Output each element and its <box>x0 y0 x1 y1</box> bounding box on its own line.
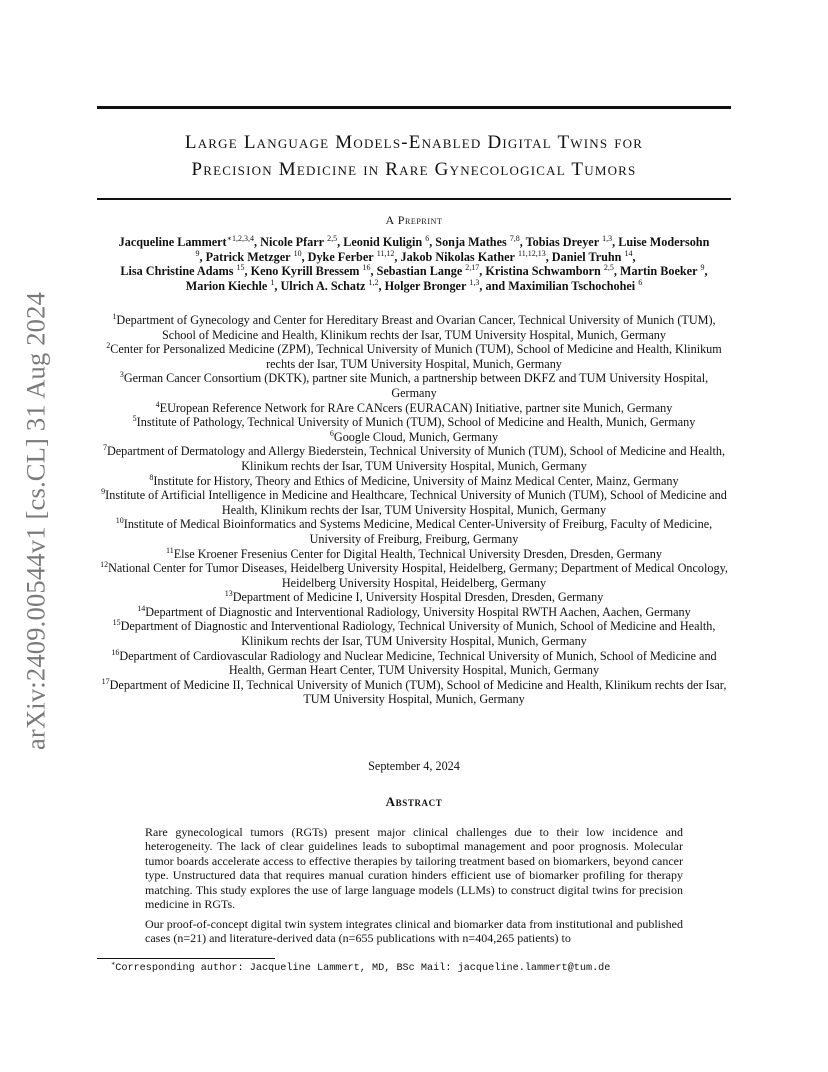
paper-title-line: Large Language Models-Enabled Digital Twins for <box>184 132 644 153</box>
author-separator: , <box>519 235 526 249</box>
affiliation-item <box>97 371 731 400</box>
author-name: Jacqueline Lammert <box>118 235 227 249</box>
affiliation-number: 16 <box>111 647 120 657</box>
affiliation-text: Institute of Pathology, Technical University of Munich (TUM), School of Medicine and Health, Munich, Germany <box>136 415 696 430</box>
author-separator: , <box>254 235 261 249</box>
author-affiliation-marks: 14 <box>624 248 633 258</box>
affiliation-number: 7 <box>102 443 107 453</box>
affiliation-text: Center for Personalized Medicine (ZPM), Technical University of Munich (TUM), School of Medicine and Health, Klinikum rechts der Isar, TUM University Hospital, Munich, Germany <box>110 342 722 371</box>
affiliation-number: 8 <box>149 472 154 482</box>
affiliation-number: 10 <box>115 516 124 526</box>
affiliation-text: Institute of Medical Bioinformatics and Systems Medicine, Medical Center-University of Freiburg, Faculty of Medicine, University of Freiburg, Freiburg, Germany <box>123 517 713 546</box>
author-separator: , <box>274 278 281 293</box>
affiliation-number: 6 <box>329 428 334 438</box>
author-affiliation-marks: 16 <box>362 263 371 273</box>
author-separator: , <box>545 249 552 264</box>
arxiv-identifier: arXiv:2409.00544v1 [cs.CL] 31 Aug 2024 <box>20 291 51 751</box>
author-affiliation-marks: 2,17 <box>465 263 480 273</box>
author-name: Maximilian Tschochohei <box>508 278 636 293</box>
author-affiliation-marks: 2,5 <box>327 233 338 243</box>
affiliation-item <box>97 561 731 590</box>
preprint-label: A Preprint <box>385 213 443 227</box>
author-affiliation-marks: 9 <box>195 248 200 258</box>
affiliation-item <box>97 313 731 342</box>
author-name: Jakob Nikolas Kather <box>400 249 515 264</box>
affiliation-item <box>97 488 731 517</box>
affiliation-item <box>97 605 731 620</box>
author-affiliation-marks: ∗1,2,3,4 <box>226 233 255 243</box>
affiliation-item <box>97 678 731 707</box>
author-separator: , <box>244 264 251 279</box>
affiliation-text: Department of Diagnostic and Interventional Radiology, Technical University of Munich, School of Medicine and Health, Klinikum rechts der Isar, TUM University Hospital, Munich, Germany <box>120 619 716 649</box>
affiliation-line <box>97 313 731 342</box>
affiliation-number: 4 <box>155 399 160 409</box>
author-name: Lisa Christine Adams <box>120 264 234 279</box>
affiliation-text: Department of Gynecology and Center for Hereditary Breast and Ovarian Cancer, Technical University of Munich (TUM), School of Medicine and Health, Klinikum rechts der Isar, TUM University Hospital, Munich, Germany <box>116 313 716 342</box>
author-affiliation-marks: 15 <box>236 263 245 273</box>
footnote-rule <box>97 958 275 959</box>
affiliation-text: Google Cloud, Munich, Germany <box>333 429 499 444</box>
affiliation-item <box>97 415 731 430</box>
author-separator: , and <box>479 278 509 293</box>
author-separator: , <box>612 235 619 249</box>
author-name: Holger Bronger <box>384 278 467 293</box>
author-name: Kristina Schwamborn <box>485 264 601 279</box>
author-separator: , <box>337 235 344 249</box>
affiliation-text: Department of Cardiovascular Radiology and Nuclear Medicine, Technical University of Munich, School of Medicine and Health, German Heart Center, TUM University Hospital, Munich, Germany <box>119 648 717 678</box>
author-affiliation-marks: 6 <box>638 277 643 287</box>
author-separator: , <box>378 278 385 293</box>
affiliation-text: Department of Dermatology and Allergy Biederstein, Technical University of Munich (TUM), School of Medicine and Health, Klinikum rechts der Isar, TUM University Hospital, Munich, Germany <box>106 444 726 473</box>
author-separator: , <box>613 264 620 279</box>
affiliation-text: EUropean Reference Network for RAre CANcers (EURACAN) Initiative, partner site Munich, Germany <box>159 400 673 415</box>
author-line <box>97 264 731 279</box>
affiliation-list <box>97 313 731 707</box>
affiliation-text: Department of Medicine II, Technical University of Munich (TUM), School of Medicine and Health, Klinikum rechts der Isar, TUM University Hospital, Munich, Germany <box>109 677 727 707</box>
author-line <box>97 279 731 294</box>
author-separator: , <box>199 249 206 264</box>
affiliation-item <box>97 444 731 473</box>
affiliation-item <box>97 430 731 445</box>
title-rule-bottom <box>97 198 731 200</box>
corresponding-author-footnote <box>111 960 611 974</box>
author-affiliation-marks: 1,3 <box>602 233 613 243</box>
author-name: Sebastian Lange <box>376 264 463 279</box>
publication-date: September 4, 2024 <box>368 759 460 773</box>
affiliation-item <box>97 590 731 605</box>
affiliation-text: Institute of Artificial Intelligence in Medicine and Healthcare, Technical University of Munich (TUM), School of Medicine and Health, Klinikum rechts der Isar, TUM University Hospital, Munich, Germany <box>105 488 727 517</box>
author-list <box>97 235 731 293</box>
affiliation-number: 1 <box>112 311 117 321</box>
abstract-paragraph: Our proof-of-concept digital twin system integrates clinical and biomarker data from institutional and published cases (n=21) and literature-derived data (n=655 publications with n=404,265 patients) to <box>145 917 683 946</box>
author-separator: , <box>479 264 486 279</box>
affiliation-text: National Center for Tumor Diseases, Heidelberg University Hospital, Heidelberg, Germany; Department of Medical Oncology, Heidelberg University Hospital, Heidelberg, Germany <box>108 561 728 590</box>
affiliation-number: 9 <box>101 487 106 497</box>
affiliation-item <box>97 517 731 546</box>
paper-title-line: Precision Medicine in Rare Gynecological Tumors <box>191 159 637 180</box>
abstract-heading: Abstract <box>385 794 443 809</box>
author-separator: , <box>632 249 636 264</box>
author-separator: , <box>394 249 401 264</box>
affiliation-item <box>97 547 731 562</box>
author-name: Dyke Ferber <box>307 249 374 264</box>
author-name: Leonid Kuligin <box>343 235 423 249</box>
author-separator: , <box>301 249 308 264</box>
affiliation-number: 14 <box>137 603 146 613</box>
author-name: Keno Kyrill Bressem <box>250 264 360 279</box>
affiliation-text: Else Kroener Fresenius Center for Digital Health, Technical University Dresden, Dresden, Germany <box>173 546 662 561</box>
affiliation-item <box>97 649 731 678</box>
arxiv-identifier-sidebar <box>20 283 52 759</box>
abstract-paragraph: Rare gynecological tumors (RGTs) present major clinical challenges due to their low incidence and heterogeneity. The lack of clear guidelines leads to suboptimal management and poor prognosis. Molecular tumor boards accelerate access to effective therapies by tailoring treatment based on biomarkers, beyond cancer type. Unstructured data that requires manual curation hinders efficient use of biomarker profiling for therapy matching. This study explores the use of large language models (LLMs) to construct digital twins for precision medicine in RGTs. <box>145 825 683 912</box>
title-rule-top <box>97 106 731 109</box>
author-name: Nicole Pfarr <box>260 235 325 249</box>
affiliation-item <box>97 619 731 648</box>
author-name: Martin Boeker <box>619 264 698 279</box>
author-affiliation-marks: 11,12,13 <box>518 248 546 258</box>
author-affiliation-marks: 1,2 <box>368 277 379 287</box>
affiliation-number: 3 <box>119 370 124 380</box>
footnote-text: Corresponding author: Jacqueline Lammert, MD, BSc Mail: jacqueline.lammert@tum.de <box>115 963 611 974</box>
author-line <box>97 250 731 265</box>
author-affiliation-marks: 1,3 <box>469 277 480 287</box>
author-name: Marion Kiechle <box>185 278 268 293</box>
author-separator: , <box>704 264 708 279</box>
affiliation-item <box>97 342 731 371</box>
affiliation-number: 5 <box>132 414 137 424</box>
footnote-marker: ∗ <box>111 960 116 969</box>
author-name: Ulrich A. Schatz <box>280 278 366 293</box>
affiliation-text: Department of Diagnostic and Interventional Radiology, University Hospital RWTH Aachen, Aachen, Germany <box>145 604 691 619</box>
author-name: Tobias Dreyer <box>525 235 600 249</box>
author-affiliation-marks: 6 <box>425 233 430 243</box>
affiliation-number: 13 <box>224 589 233 599</box>
author-name: Daniel Truhn <box>551 249 622 264</box>
author-affiliation-marks: 7,8 <box>509 233 520 243</box>
author-separator: , <box>370 264 377 279</box>
affiliation-item <box>97 401 731 416</box>
affiliation-number: 11 <box>166 545 174 555</box>
affiliation-number: 12 <box>100 560 109 570</box>
affiliation-number: 2 <box>106 341 111 351</box>
author-separator: , <box>429 235 436 249</box>
affiliation-item <box>97 474 731 489</box>
paper-title <box>97 129 731 183</box>
affiliation-number: 15 <box>112 618 121 628</box>
affiliation-text: Department of Medicine I, University Hospital Dresden, Dresden, Germany <box>232 590 604 605</box>
author-affiliation-marks: 11,12 <box>376 248 395 258</box>
affiliation-number: 17 <box>101 676 110 686</box>
affiliation-text: Institute for History, Theory and Ethics of Medicine, University of Mainz Medical Center, Mainz, Germany <box>153 473 679 488</box>
affiliation-text: German Cancer Consortium (DKTK), partner site Munich, a partnership between DKFZ and TUM University Hospital, Germany <box>123 371 709 400</box>
author-affiliation-marks: 2,5 <box>603 263 614 273</box>
author-affiliation-marks: 1 <box>270 277 275 287</box>
author-name: Patrick Metzger <box>205 249 291 264</box>
author-affiliation-marks: 10 <box>293 248 302 258</box>
author-name: Sonja Mathes <box>435 235 507 249</box>
author-name: Luise Modersohn <box>618 235 710 249</box>
author-affiliation-marks: 9 <box>700 263 705 273</box>
author-line <box>97 235 731 250</box>
